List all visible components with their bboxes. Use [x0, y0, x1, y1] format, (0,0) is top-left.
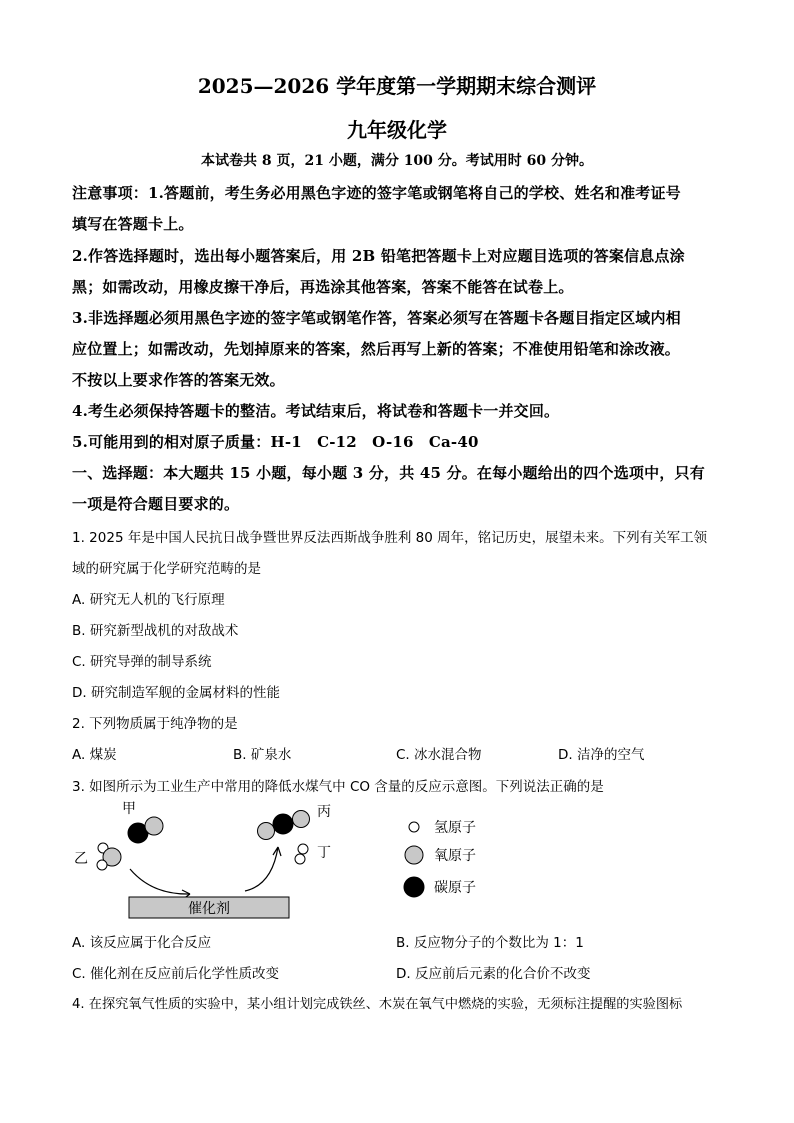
molecule-label-yi: 乙 — [74, 851, 88, 867]
question-2-option-b[interactable]: B. 矿泉水 — [233, 747, 292, 763]
legend-carbon-label: 碳原子 — [434, 880, 476, 896]
hydrogen-atom — [298, 844, 308, 854]
arrow-left — [130, 869, 190, 894]
oxygen-atom — [145, 817, 163, 835]
question-2-option-a[interactable]: A. 煤炭 — [72, 747, 117, 763]
notice-line: 不按以上要求作答的答案无效。 — [72, 371, 285, 389]
notice-line: 注意事项：1.答题前，考生务必用黑色字迹的签字笔或钢笔将自己的学校、姓名和准考证号 — [72, 184, 681, 202]
oxygen-atom — [293, 811, 310, 828]
question-2-option-c[interactable]: C. 冰水混合物 — [396, 747, 482, 763]
molecule-label-ding: 丁 — [317, 845, 331, 861]
question-3-option-a[interactable]: A. 该反应属于化合反应 — [72, 935, 212, 951]
notice-line: 应位置上；如需改动，先划掉原来的答案，然后再写上新的答案；不准使用铅笔和涂改液。 — [72, 340, 681, 358]
legend-oxygen-label: 氧原子 — [434, 848, 476, 864]
question-1-stem: 1. 2025 年是中国人民抗日战争暨世界反法西斯战争胜利 80 周年，铭记历史，展望未来。下列有关军工领 — [72, 530, 708, 546]
catalyst-label: 催化剂 — [188, 901, 230, 917]
subject-title: 九年级化学 — [347, 118, 447, 142]
question-1-option-c[interactable]: C. 研究导弹的制导系统 — [72, 654, 212, 670]
notice-line: 填写在答题卡上。 — [72, 215, 194, 233]
exam-title: 2025—2026 学年度第一学期期末综合测评 — [197, 74, 597, 98]
question-2-stem: 2. 下列物质属于纯净物的是 — [72, 716, 238, 732]
question-4-stem: 4. 在探究氧气性质的实验中，某小组计划完成铁丝、木炭在氧气中燃烧的实验，无须标注提醒的实验图标 — [72, 997, 683, 1012]
oxygen-atom — [258, 823, 275, 840]
notice-line: 5.可能用到的相对原子质量：H-1 C-12 O-16 Ca-40 — [72, 433, 479, 451]
question-2-option-d[interactable]: D. 洁净的空气 — [558, 747, 645, 763]
arrow-right — [245, 847, 278, 891]
reaction-diagram — [72, 795, 512, 925]
molecule-label-jia: 甲 — [122, 801, 136, 817]
carbon-atom — [273, 814, 293, 834]
molecule-label-bing: 丙 — [317, 804, 331, 820]
legend-hydrogen-label: 氢原子 — [434, 820, 476, 836]
notice-line: 4.考生必须保持答题卡的整洁。考试结束后，将试卷和答题卡一并交回。 — [72, 402, 560, 420]
hydrogen-atom — [295, 854, 305, 864]
question-1-option-a[interactable]: A. 研究无人机的飞行原理 — [72, 592, 225, 608]
legend-hydrogen-icon — [409, 822, 419, 832]
notice-line: 黑；如需改动，用橡皮擦干净后，再选涂其他答案，答案不能答在试卷上。 — [72, 278, 574, 296]
question-1-option-b[interactable]: B. 研究新型战机的对敌战术 — [72, 623, 239, 639]
question-1-stem: 域的研究属于化学研究范畴的是 — [72, 561, 261, 577]
legend-carbon-icon — [404, 877, 424, 897]
notice-line: 2.作答选择题时，选出每小题答案后，用 2B 铅笔把答题卡上对应题目选项的答案信息点涂 — [72, 247, 685, 265]
question-3-option-d[interactable]: D. 反应前后元素的化合价不改变 — [396, 966, 591, 982]
question-1-option-d[interactable]: D. 研究制造军舰的金属材料的性能 — [72, 685, 280, 701]
question-3-option-b[interactable]: B. 反应物分子的个数比为 1：1 — [396, 935, 584, 951]
notice-line: 3.非选择题必须用黑色字迹的签字笔或钢笔作答，答案必须写在答题卡各题目指定区域内相 — [72, 309, 681, 327]
legend-oxygen-icon — [405, 846, 423, 864]
hydrogen-atom — [97, 860, 107, 870]
question-3-stem: 3. 如图所示为工业生产中常用的降低水煤气中 CO 含量的反应示意图。下列说法正确的是 — [72, 779, 604, 795]
section-heading: 一项是符合题目要求的。 — [72, 495, 240, 513]
section-heading: 一、选择题：本大题共 15 小题，每小题 3 分，共 45 分。在每小题给出的四个选项中，只有 — [72, 464, 705, 482]
question-3-option-c[interactable]: C. 催化剂在反应前后化学性质改变 — [72, 966, 280, 982]
exam-info: 本试卷共 8 页，21 小题，满分 100 分。考试用时 60 分钟。 — [200, 153, 594, 169]
